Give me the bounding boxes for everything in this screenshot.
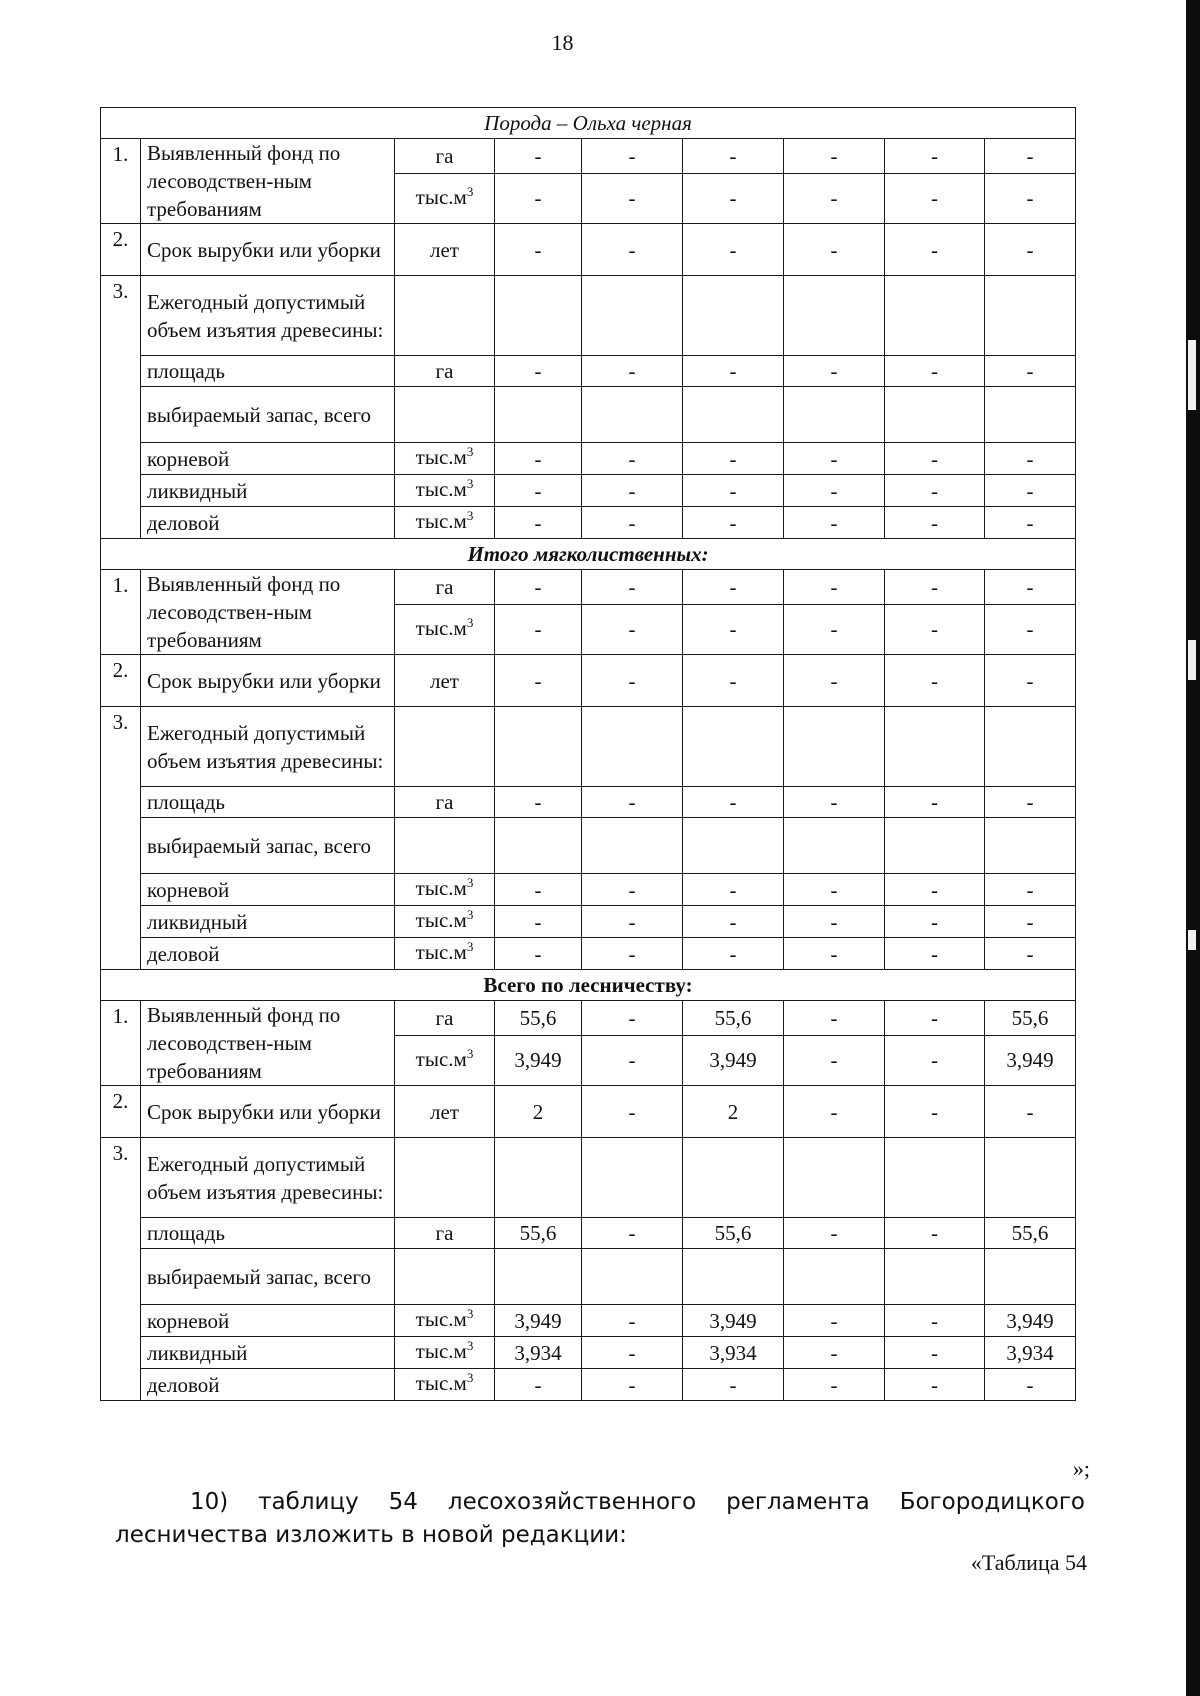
value-cell: 3,934 bbox=[985, 1337, 1076, 1369]
unit-text: тыс.м bbox=[415, 509, 467, 533]
value-cell: 55,6 bbox=[985, 1001, 1076, 1036]
unit-text: тыс.м bbox=[415, 876, 467, 900]
value-cell: - bbox=[683, 1369, 784, 1401]
unit-text: тыс.м bbox=[415, 1046, 467, 1071]
table-row bbox=[101, 1138, 1076, 1218]
value-cell: - bbox=[683, 475, 784, 507]
unit-text: тыс.м bbox=[415, 445, 467, 469]
unit-superscript: 3 bbox=[466, 1306, 474, 1321]
unit-superscript: 3 bbox=[466, 183, 474, 199]
unit-cell bbox=[395, 139, 495, 174]
unit-superscript: 3 bbox=[466, 907, 474, 922]
table-row bbox=[101, 818, 1076, 874]
value-cell: - bbox=[885, 906, 985, 938]
value-cell: - bbox=[784, 139, 885, 174]
row-number: 1. bbox=[101, 139, 141, 224]
value-cell: 55,6 bbox=[495, 1001, 582, 1036]
row-label: выбираемый запас, всего bbox=[141, 387, 395, 443]
value-cell: - bbox=[885, 356, 985, 387]
unit-cell bbox=[395, 655, 495, 707]
value-cell: - bbox=[885, 443, 985, 475]
value-cell: 3,949 bbox=[495, 1305, 582, 1337]
value-cell: - bbox=[784, 507, 885, 539]
value-cell: - bbox=[784, 356, 885, 387]
unit-text: тыс.м bbox=[415, 477, 467, 501]
value-cell: 55,6 bbox=[683, 1001, 784, 1036]
value-cell bbox=[885, 387, 985, 443]
row-number: 3. bbox=[101, 707, 141, 970]
value-cell bbox=[582, 707, 683, 787]
value-cell: - bbox=[495, 906, 582, 938]
value-cell: - bbox=[683, 787, 784, 818]
value-cell: - bbox=[985, 224, 1076, 276]
page-number: 18 bbox=[551, 30, 574, 55]
row-number: 3. bbox=[101, 1138, 141, 1401]
value-cell: - bbox=[885, 139, 985, 174]
section-title: Итого мягколиственных: bbox=[101, 539, 1076, 570]
value-cell: - bbox=[885, 1337, 985, 1369]
value-cell: - bbox=[885, 1086, 985, 1138]
unit-superscript: 3 bbox=[466, 508, 474, 523]
value-cell: - bbox=[582, 507, 683, 539]
value-cell: - bbox=[582, 1369, 683, 1401]
value-cell: - bbox=[885, 1305, 985, 1337]
value-cell: 3,949 bbox=[683, 1305, 784, 1337]
row-label: выбираемый запас, всего bbox=[141, 818, 395, 874]
value-cell bbox=[784, 276, 885, 356]
row-label: Ежегодный допустимый объем изъятия древесины: bbox=[141, 1138, 395, 1218]
table-row bbox=[101, 874, 1076, 906]
unit-superscript: 3 bbox=[466, 1370, 474, 1385]
value-cell: - bbox=[495, 475, 582, 507]
value-cell bbox=[885, 1138, 985, 1218]
value-cell bbox=[582, 276, 683, 356]
section-title: Всего по лесничеству: bbox=[101, 970, 1076, 1001]
table-row bbox=[101, 443, 1076, 475]
value-cell: - bbox=[985, 173, 1076, 223]
value-cell bbox=[784, 1138, 885, 1218]
value-cell bbox=[495, 1249, 582, 1305]
value-cell bbox=[784, 818, 885, 874]
unit-text: тыс.м bbox=[415, 908, 467, 932]
table-row bbox=[101, 1086, 1076, 1138]
value-cell: - bbox=[683, 655, 784, 707]
value-cell: - bbox=[683, 874, 784, 906]
value-cell: 55,6 bbox=[683, 1218, 784, 1249]
value-cell: - bbox=[582, 1305, 683, 1337]
value-cell: - bbox=[784, 655, 885, 707]
table-row bbox=[101, 1249, 1076, 1305]
row-number: 3. bbox=[101, 276, 141, 539]
section-header-row bbox=[101, 970, 1076, 1001]
value-cell: - bbox=[985, 443, 1076, 475]
unit-superscript: 3 bbox=[466, 1045, 474, 1061]
section-header-row bbox=[101, 539, 1076, 570]
unit-text: га bbox=[435, 1221, 454, 1245]
value-cell: - bbox=[885, 874, 985, 906]
unit-text: тыс.м bbox=[415, 940, 467, 964]
value-cell: 3,949 bbox=[985, 1035, 1076, 1085]
value-cell: - bbox=[582, 1218, 683, 1249]
table-row bbox=[101, 906, 1076, 938]
value-cell: - bbox=[582, 1337, 683, 1369]
value-cell: - bbox=[985, 906, 1076, 938]
value-cell: - bbox=[683, 938, 784, 970]
value-cell bbox=[784, 387, 885, 443]
row-label: корневой bbox=[141, 443, 395, 475]
row-label: деловой bbox=[141, 507, 395, 539]
unit-cell bbox=[395, 387, 495, 443]
value-cell: - bbox=[495, 874, 582, 906]
unit-text: лет bbox=[430, 1099, 459, 1124]
row-label: Выявленный фонд по лесоводствен-ным требованиям bbox=[141, 570, 395, 655]
value-cell bbox=[885, 1249, 985, 1305]
value-cell: - bbox=[784, 874, 885, 906]
value-cell: - bbox=[582, 356, 683, 387]
value-cell: - bbox=[985, 604, 1076, 654]
unit-cell bbox=[395, 604, 495, 654]
unit-cell bbox=[395, 787, 495, 818]
row-label: деловой bbox=[141, 1369, 395, 1401]
value-cell bbox=[495, 818, 582, 874]
value-cell: - bbox=[885, 655, 985, 707]
value-cell bbox=[885, 818, 985, 874]
value-cell: - bbox=[582, 1035, 683, 1085]
unit-text: тыс.м bbox=[415, 184, 467, 209]
value-cell: - bbox=[885, 604, 985, 654]
unit-cell bbox=[395, 1001, 495, 1036]
value-cell: - bbox=[985, 139, 1076, 174]
value-cell: - bbox=[784, 475, 885, 507]
unit-cell bbox=[395, 276, 495, 356]
value-cell bbox=[582, 1249, 683, 1305]
row-label: деловой bbox=[141, 938, 395, 970]
value-cell: 55,6 bbox=[985, 1218, 1076, 1249]
table-row bbox=[101, 507, 1076, 539]
value-cell: - bbox=[784, 1305, 885, 1337]
value-cell bbox=[495, 1138, 582, 1218]
value-cell: - bbox=[683, 507, 784, 539]
row-label: Срок вырубки или уборки bbox=[141, 224, 395, 276]
unit-superscript: 3 bbox=[466, 875, 474, 890]
table-row bbox=[101, 787, 1076, 818]
value-cell bbox=[985, 707, 1076, 787]
amendment-text: 10) таблицу 54 лесохозяйственного регламента Богородицкого лесничества изложить в новой редакции: bbox=[115, 1489, 1085, 1548]
table-row bbox=[101, 356, 1076, 387]
value-cell bbox=[985, 276, 1076, 356]
value-cell bbox=[683, 1138, 784, 1218]
value-cell: - bbox=[784, 224, 885, 276]
value-cell: - bbox=[885, 1001, 985, 1036]
value-cell: - bbox=[683, 139, 784, 174]
value-cell: - bbox=[885, 1218, 985, 1249]
value-cell: - bbox=[683, 224, 784, 276]
value-cell: - bbox=[985, 507, 1076, 539]
value-cell bbox=[582, 1138, 683, 1218]
value-cell: - bbox=[985, 938, 1076, 970]
value-cell: - bbox=[582, 224, 683, 276]
value-cell: 3,949 bbox=[985, 1305, 1076, 1337]
value-cell bbox=[885, 276, 985, 356]
value-cell: - bbox=[885, 224, 985, 276]
unit-text: тыс.м bbox=[415, 1371, 467, 1395]
value-cell: - bbox=[784, 570, 885, 605]
unit-text: тыс.м bbox=[415, 1339, 467, 1363]
unit-superscript: 3 bbox=[466, 614, 474, 630]
value-cell: - bbox=[582, 139, 683, 174]
unit-cell bbox=[395, 707, 495, 787]
unit-text: га bbox=[435, 359, 454, 383]
row-number: 1. bbox=[101, 1001, 141, 1086]
value-cell: - bbox=[885, 570, 985, 605]
unit-superscript: 3 bbox=[466, 1338, 474, 1353]
table-row bbox=[101, 224, 1076, 276]
value-cell: - bbox=[582, 787, 683, 818]
value-cell: - bbox=[784, 1369, 885, 1401]
value-cell bbox=[985, 1249, 1076, 1305]
value-cell: - bbox=[784, 938, 885, 970]
value-cell: - bbox=[784, 906, 885, 938]
value-cell: 2 bbox=[495, 1086, 582, 1138]
unit-cell bbox=[395, 1305, 495, 1337]
value-cell bbox=[784, 707, 885, 787]
section-title: Порода – Ольха черная bbox=[101, 108, 1076, 139]
amendment-paragraph bbox=[115, 1486, 1085, 1552]
value-cell: - bbox=[885, 475, 985, 507]
value-cell: - bbox=[582, 443, 683, 475]
scan-edge bbox=[1186, 0, 1200, 1696]
table-row bbox=[101, 276, 1076, 356]
unit-text: лет bbox=[430, 237, 459, 262]
table-row bbox=[101, 1218, 1076, 1249]
row-label: корневой bbox=[141, 874, 395, 906]
value-cell: - bbox=[985, 475, 1076, 507]
value-cell bbox=[683, 276, 784, 356]
unit-cell bbox=[395, 356, 495, 387]
unit-text: лет bbox=[430, 668, 459, 693]
value-cell: - bbox=[784, 1218, 885, 1249]
value-cell: - bbox=[495, 173, 582, 223]
value-cell bbox=[683, 818, 784, 874]
closing-quote: »; bbox=[1072, 1456, 1090, 1481]
value-cell bbox=[885, 707, 985, 787]
row-number: 2. bbox=[101, 1086, 141, 1138]
value-cell: - bbox=[985, 1369, 1076, 1401]
unit-cell bbox=[395, 570, 495, 605]
unit-cell bbox=[395, 1218, 495, 1249]
table-row bbox=[101, 1001, 1076, 1036]
value-cell: - bbox=[582, 475, 683, 507]
unit-cell bbox=[395, 475, 495, 507]
value-cell: - bbox=[582, 570, 683, 605]
unit-cell bbox=[395, 1337, 495, 1369]
value-cell: - bbox=[495, 570, 582, 605]
value-cell: - bbox=[495, 938, 582, 970]
value-cell bbox=[784, 1249, 885, 1305]
value-cell: - bbox=[582, 906, 683, 938]
table-row bbox=[101, 570, 1076, 605]
value-cell: - bbox=[495, 655, 582, 707]
value-cell: - bbox=[582, 874, 683, 906]
table-row bbox=[101, 1305, 1076, 1337]
value-cell: - bbox=[683, 356, 784, 387]
unit-cell bbox=[395, 1086, 495, 1138]
value-cell: - bbox=[985, 874, 1076, 906]
unit-text: га bbox=[435, 143, 454, 168]
row-number: 1. bbox=[101, 570, 141, 655]
unit-superscript: 3 bbox=[466, 476, 474, 491]
row-label: Выявленный фонд по лесоводствен-ным требованиям bbox=[141, 1001, 395, 1086]
unit-cell bbox=[395, 906, 495, 938]
table-row bbox=[101, 938, 1076, 970]
value-cell: - bbox=[784, 1001, 885, 1036]
row-number: 2. bbox=[101, 655, 141, 707]
table-row bbox=[101, 655, 1076, 707]
unit-cell bbox=[395, 224, 495, 276]
value-cell: - bbox=[985, 356, 1076, 387]
value-cell: - bbox=[495, 1369, 582, 1401]
value-cell: - bbox=[885, 787, 985, 818]
value-cell: 2 bbox=[683, 1086, 784, 1138]
value-cell: - bbox=[495, 224, 582, 276]
unit-cell bbox=[395, 443, 495, 475]
value-cell: - bbox=[683, 906, 784, 938]
value-cell: - bbox=[985, 1086, 1076, 1138]
value-cell bbox=[683, 387, 784, 443]
value-cell: - bbox=[495, 604, 582, 654]
unit-cell bbox=[395, 938, 495, 970]
value-cell: - bbox=[985, 655, 1076, 707]
row-label: корневой bbox=[141, 1305, 395, 1337]
value-cell bbox=[495, 707, 582, 787]
unit-cell bbox=[395, 173, 495, 223]
value-cell bbox=[985, 387, 1076, 443]
row-label: ликвидный bbox=[141, 475, 395, 507]
value-cell: - bbox=[582, 938, 683, 970]
row-label: выбираемый запас, всего bbox=[141, 1249, 395, 1305]
value-cell: 55,6 bbox=[495, 1218, 582, 1249]
value-cell bbox=[582, 387, 683, 443]
value-cell: - bbox=[885, 1369, 985, 1401]
value-cell: - bbox=[582, 655, 683, 707]
value-cell: - bbox=[683, 173, 784, 223]
value-cell: - bbox=[683, 570, 784, 605]
value-cell: - bbox=[582, 173, 683, 223]
row-label: Срок вырубки или уборки bbox=[141, 655, 395, 707]
unit-cell bbox=[395, 1138, 495, 1218]
unit-cell bbox=[395, 1369, 495, 1401]
value-cell: - bbox=[885, 507, 985, 539]
row-label: площадь bbox=[141, 787, 395, 818]
value-cell bbox=[495, 276, 582, 356]
row-label: Ежегодный допустимый объем изъятия древесины: bbox=[141, 276, 395, 356]
value-cell: - bbox=[784, 173, 885, 223]
value-cell bbox=[683, 707, 784, 787]
value-cell: - bbox=[784, 1035, 885, 1085]
unit-text: га bbox=[435, 574, 454, 599]
value-cell: 3,934 bbox=[683, 1337, 784, 1369]
unit-cell bbox=[395, 1035, 495, 1085]
value-cell: - bbox=[784, 443, 885, 475]
value-cell: - bbox=[495, 356, 582, 387]
unit-text: тыс.м bbox=[415, 1307, 467, 1331]
value-cell: 3,949 bbox=[683, 1035, 784, 1085]
row-label: ликвидный bbox=[141, 906, 395, 938]
table-row bbox=[101, 387, 1076, 443]
value-cell: - bbox=[683, 443, 784, 475]
unit-cell bbox=[395, 507, 495, 539]
unit-text: га bbox=[435, 790, 454, 814]
value-cell: - bbox=[885, 938, 985, 970]
value-cell: - bbox=[784, 604, 885, 654]
unit-cell bbox=[395, 818, 495, 874]
value-cell bbox=[495, 387, 582, 443]
unit-cell bbox=[395, 874, 495, 906]
row-label: площадь bbox=[141, 1218, 395, 1249]
value-cell: - bbox=[495, 787, 582, 818]
table-row bbox=[101, 1337, 1076, 1369]
row-label: Срок вырубки или уборки bbox=[141, 1086, 395, 1138]
value-cell: 3,949 bbox=[495, 1035, 582, 1085]
value-cell: - bbox=[582, 604, 683, 654]
table-row bbox=[101, 707, 1076, 787]
value-cell: - bbox=[985, 787, 1076, 818]
table-row bbox=[101, 139, 1076, 174]
row-label: площадь bbox=[141, 356, 395, 387]
table-caption: «Таблица 54 bbox=[970, 1550, 1087, 1575]
unit-superscript: 3 bbox=[466, 939, 474, 954]
unit-text: га bbox=[435, 1005, 454, 1030]
row-label: ликвидный bbox=[141, 1337, 395, 1369]
row-label: Выявленный фонд по лесоводствен-ным требованиям bbox=[141, 139, 395, 224]
value-cell: - bbox=[885, 1035, 985, 1085]
value-cell: - bbox=[784, 787, 885, 818]
row-label: Ежегодный допустимый объем изъятия древесины: bbox=[141, 707, 395, 787]
table-row bbox=[101, 475, 1076, 507]
value-cell bbox=[582, 818, 683, 874]
value-cell: - bbox=[784, 1086, 885, 1138]
value-cell: - bbox=[683, 604, 784, 654]
value-cell: - bbox=[784, 1337, 885, 1369]
value-cell: - bbox=[885, 173, 985, 223]
value-cell: - bbox=[582, 1001, 683, 1036]
value-cell: - bbox=[582, 1086, 683, 1138]
value-cell: - bbox=[495, 139, 582, 174]
unit-text: тыс.м bbox=[415, 615, 467, 640]
section-header-row bbox=[101, 108, 1076, 139]
value-cell bbox=[683, 1249, 784, 1305]
value-cell bbox=[985, 1138, 1076, 1218]
row-number: 2. bbox=[101, 224, 141, 276]
value-cell bbox=[985, 818, 1076, 874]
value-cell: - bbox=[495, 443, 582, 475]
unit-superscript: 3 bbox=[466, 444, 474, 459]
table-row bbox=[101, 1369, 1076, 1401]
unit-cell bbox=[395, 1249, 495, 1305]
value-cell: - bbox=[495, 507, 582, 539]
forest-regulation-table bbox=[100, 107, 1076, 1401]
value-cell: 3,934 bbox=[495, 1337, 582, 1369]
value-cell: - bbox=[985, 570, 1076, 605]
